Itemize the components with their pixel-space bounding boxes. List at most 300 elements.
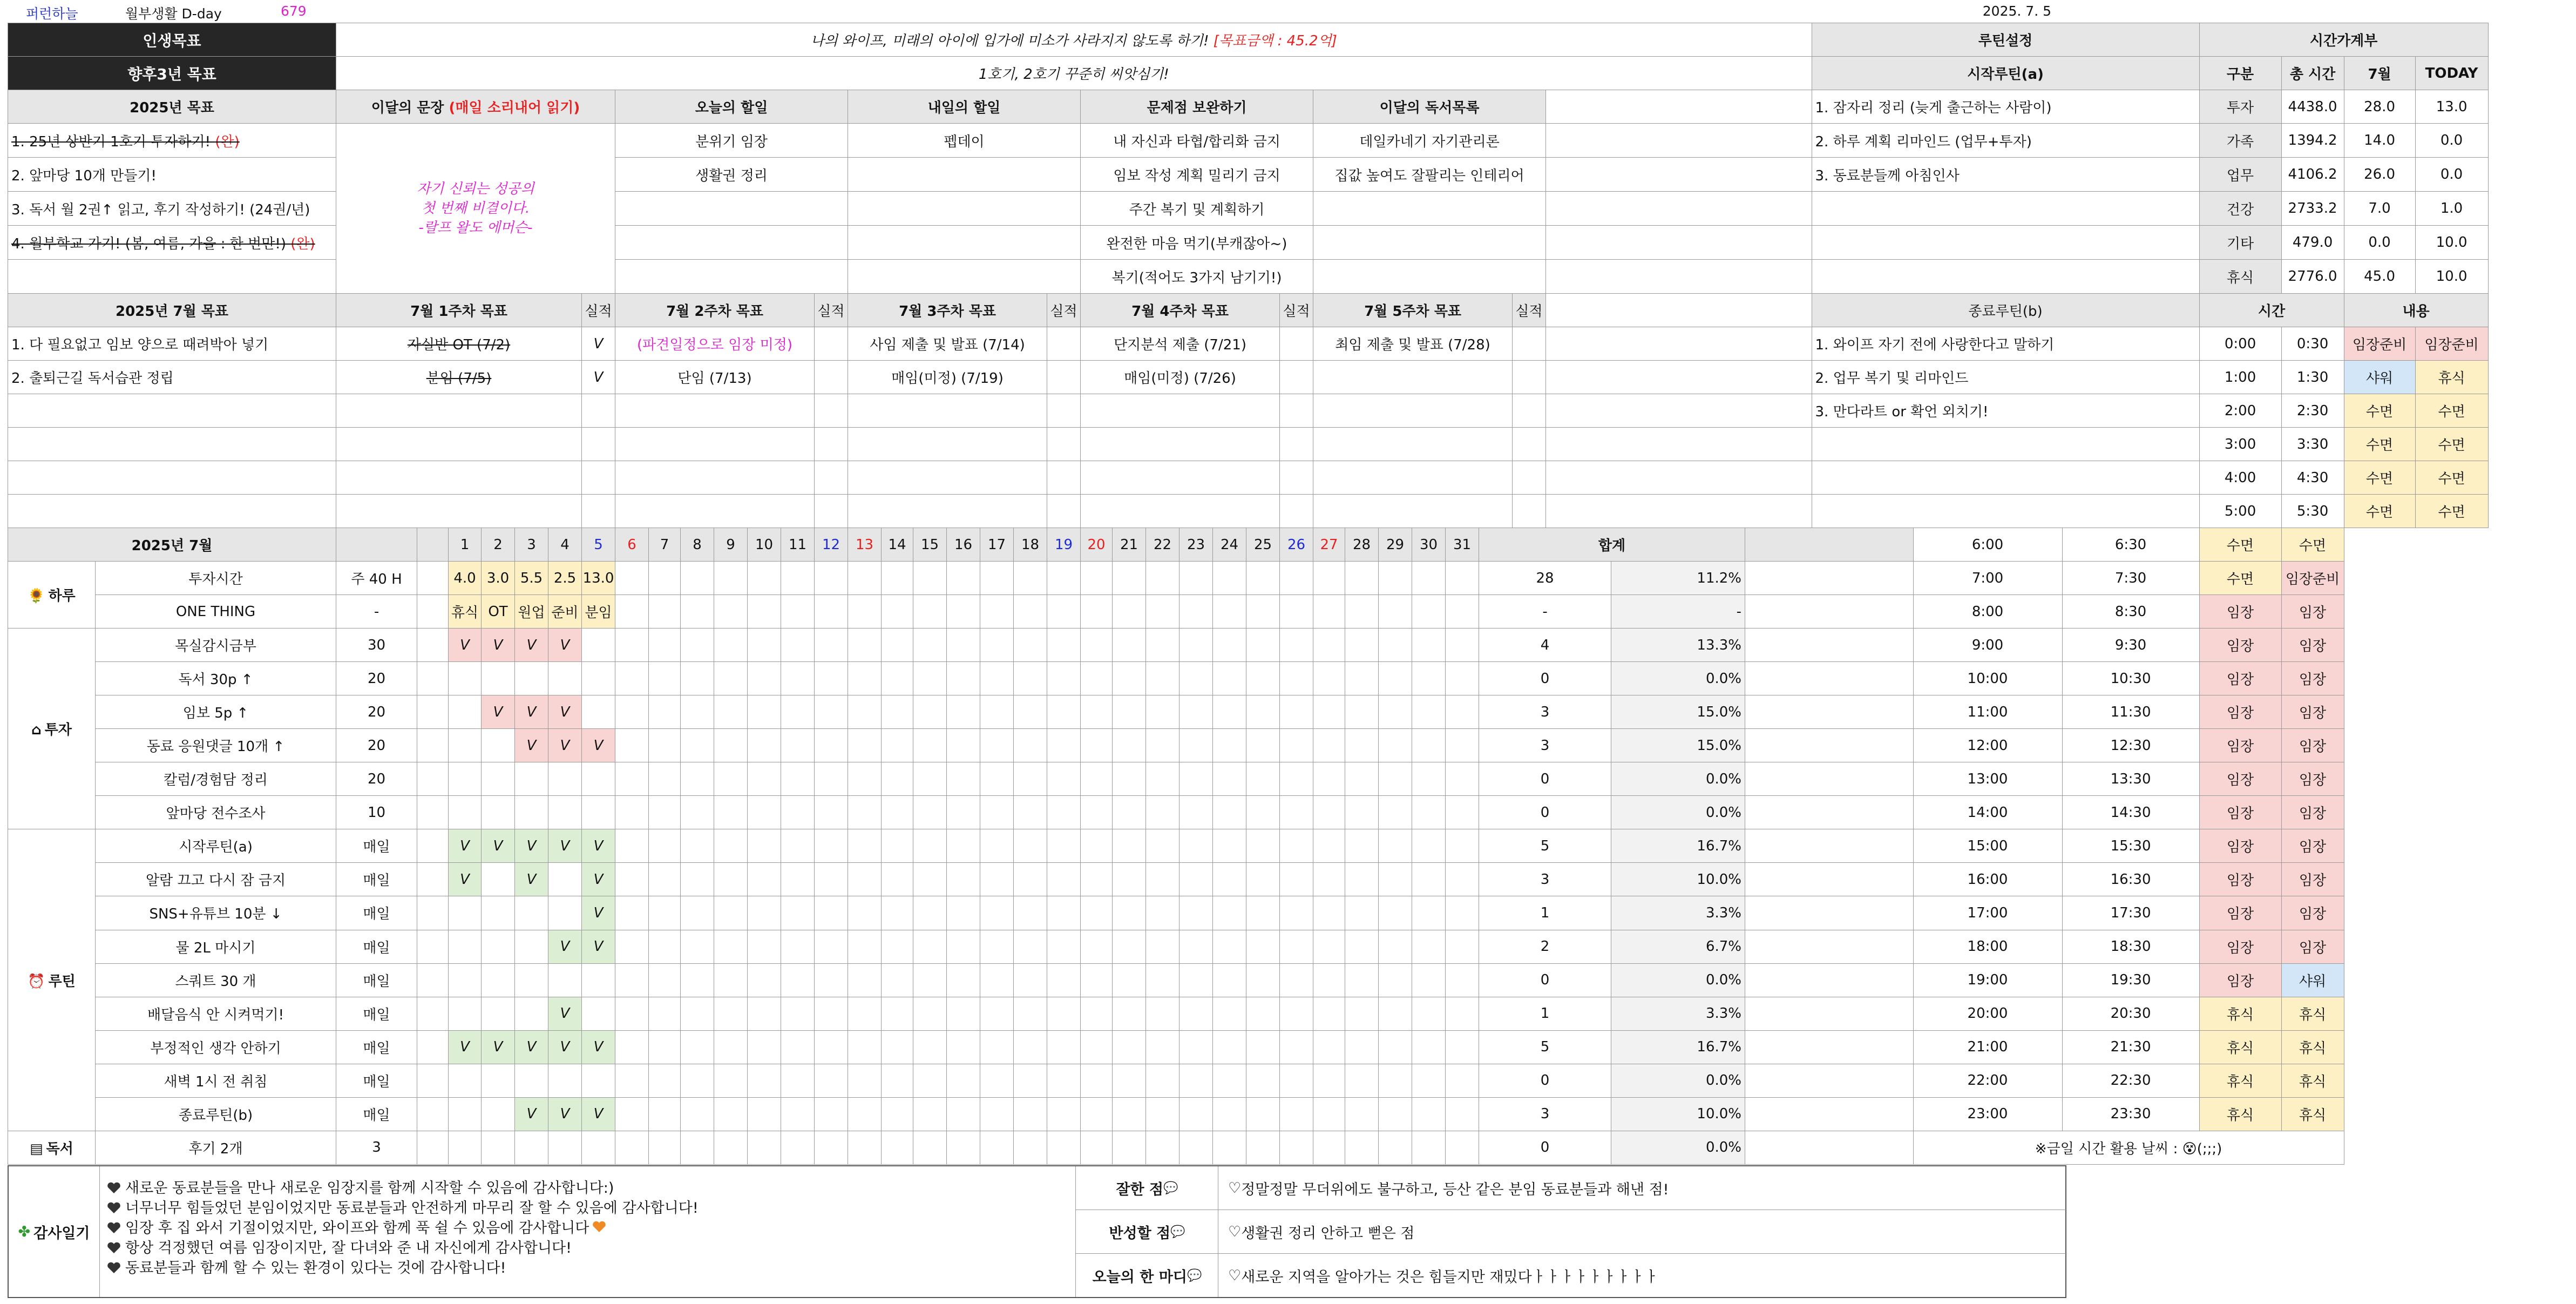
day-cell (1246, 762, 1280, 796)
day-header: 28 (1345, 528, 1379, 562)
day-cell (1280, 796, 1313, 829)
improve-item: 내 자신과 타협/합리화 금지 (1081, 124, 1313, 158)
day-header: 7 (649, 528, 681, 562)
day-cell (1179, 1030, 1213, 1064)
day-cell (1412, 896, 1446, 930)
habit-target: 매일 (336, 1030, 417, 1064)
schedule-end: 13:30 (2062, 762, 2199, 796)
day-cell (882, 796, 913, 829)
day-cell (649, 595, 681, 629)
schedule-plan: 수면 (2344, 495, 2415, 528)
schedule-start: 18:00 (1913, 930, 2062, 963)
day-cell (848, 1064, 882, 1097)
time-col-header: 7월 (2344, 57, 2415, 90)
habit-percent: 16.7% (1611, 1030, 1745, 1064)
goal-2025-item (8, 260, 336, 294)
week-result-header: 실적 (1513, 294, 1546, 327)
review-label-text: 반성할 점 (1109, 1225, 1171, 1242)
day-cell (681, 963, 714, 997)
day-cell (913, 997, 947, 1030)
routine-settings-header: 루틴설정 (1812, 23, 2199, 57)
day-cell (882, 762, 913, 796)
day-cell (1446, 629, 1479, 662)
day-cell (1047, 729, 1081, 762)
day-cell (815, 863, 848, 896)
day-cell (1246, 863, 1280, 896)
schedule-plan: 수면 (2344, 461, 2415, 495)
day-cell (913, 562, 947, 595)
time-july: 7.0 (2344, 192, 2415, 226)
day-cell (649, 662, 681, 695)
habit-name: ONE THING (96, 595, 336, 629)
day-cell (980, 729, 1014, 762)
day-cell (980, 829, 1014, 863)
day-cell (781, 863, 815, 896)
day-cell (714, 896, 748, 930)
habit-percent: 16.7% (1611, 829, 1745, 863)
day-cell (681, 930, 714, 963)
day-cell (1146, 662, 1179, 695)
day-cell (1246, 963, 1280, 997)
day-cell (1246, 1064, 1280, 1097)
day-cell (615, 930, 649, 963)
day-cell (582, 695, 615, 729)
week-goal-item (336, 461, 582, 495)
comment-icon: 💬 (1163, 1181, 1178, 1195)
day-cell (748, 629, 781, 662)
week-goal-item (336, 394, 582, 428)
day-cell (1313, 829, 1345, 863)
day-cell (980, 997, 1014, 1030)
spacer-cell (1546, 260, 1812, 294)
spacer-cell (1546, 294, 1812, 327)
day-cell (1446, 997, 1479, 1030)
user-name: 퍼런하늘 (26, 6, 78, 22)
day-cell (882, 1097, 913, 1131)
day-cell (449, 997, 482, 1030)
spacer-cell (417, 829, 449, 863)
day-cell (748, 963, 781, 997)
schedule-end: 9:30 (2062, 629, 2199, 662)
day-cell (1179, 1064, 1213, 1097)
schedule-today: 수면 (2415, 394, 2488, 428)
day-cell (1446, 1131, 1479, 1164)
book-item: 데일카네기 자기관리론 (1313, 124, 1546, 158)
schedule-start: 0:00 (2199, 327, 2281, 361)
day-cell (947, 796, 980, 829)
day-cell (649, 829, 681, 863)
start-routine-item: 2. 하루 계획 리마인드 (업무+투자) (1812, 124, 2199, 158)
schedule-plan: 수면 (2199, 562, 2281, 595)
gratitude-label: ✤ 감사일기 (9, 1166, 100, 1297)
gratitude-item (107, 1218, 1068, 1238)
day-cell: V (515, 695, 548, 729)
day-cell (482, 729, 515, 762)
day-cell (980, 629, 1014, 662)
habit-name: 알람 끄고 다시 잠 금지 (96, 863, 336, 896)
day-cell (848, 796, 882, 829)
day-cell (615, 1064, 649, 1097)
week-goal-item: 사임 제출 및 발표 (7/14) (848, 327, 1047, 361)
day-cell (1081, 1030, 1113, 1064)
day-cell (1047, 1097, 1081, 1131)
day-cell (714, 863, 748, 896)
day-cell: 준비 (548, 595, 582, 629)
day-header: 23 (1179, 528, 1213, 562)
day-cell (1313, 997, 1345, 1030)
day-cell: V (482, 1030, 515, 1064)
day-cell (582, 796, 615, 829)
schedule-today: 임장준비 (2281, 562, 2344, 595)
time-july: 45.0 (2344, 260, 2415, 294)
time-today: 0.0 (2415, 158, 2488, 192)
day-header: 17 (980, 528, 1014, 562)
day-cell (615, 629, 649, 662)
day-cell (1047, 595, 1081, 629)
spacer-cell (1745, 695, 1914, 729)
day-cell: V (548, 930, 582, 963)
spacer-cell (1546, 90, 1812, 124)
schedule-start: 2:00 (2199, 394, 2281, 428)
day-cell (980, 695, 1014, 729)
day-cell (1345, 1064, 1379, 1097)
day-cell (815, 1131, 848, 1164)
habit-percent: 3.3% (1611, 896, 1745, 930)
week-goal-item (615, 394, 815, 428)
tomorrow-todo-header: 내일의 할일 (848, 90, 1081, 124)
day-cell (1213, 595, 1246, 629)
spacer-cell (1745, 1064, 1914, 1097)
schedule-end: 3:30 (2281, 428, 2344, 461)
day-cell (1379, 1030, 1412, 1064)
day-cell (882, 997, 913, 1030)
day-cell (1081, 997, 1113, 1030)
schedule-today: 수면 (2281, 528, 2344, 562)
schedule-plan: 임장 (2199, 662, 2281, 695)
habit-target: 10 (336, 796, 417, 829)
day-header: 20 (1081, 528, 1113, 562)
day-header: 3 (515, 528, 548, 562)
day-cell (1412, 629, 1446, 662)
spacer-cell (1546, 158, 1812, 192)
day-cell (882, 963, 913, 997)
spacer-cell (1745, 629, 1914, 662)
day-cell (848, 1030, 882, 1064)
day-cell (714, 762, 748, 796)
day-cell (1345, 729, 1379, 762)
day-cell (848, 896, 882, 930)
day-cell (548, 963, 582, 997)
schedule-today: 임장 (2281, 863, 2344, 896)
day-cell (1113, 562, 1146, 595)
planner-grid (8, 23, 2576, 1165)
day-cell (1213, 562, 1246, 595)
day-header: 13 (848, 528, 882, 562)
spacer-cell (1546, 124, 1812, 158)
habit-total: 0 (1479, 662, 1611, 695)
day-cell (1446, 1064, 1479, 1097)
day-cell (882, 695, 913, 729)
month-header: 2025년 7월 (8, 528, 336, 562)
day-cell (1246, 829, 1280, 863)
day-cell (1047, 896, 1081, 930)
week-goal-item: 매임(미정) (7/19) (848, 361, 1047, 394)
time-col-header: 총 시간 (2281, 57, 2344, 90)
day-cell (1014, 896, 1047, 930)
day-cell (449, 896, 482, 930)
spacer-cell (1745, 729, 1914, 762)
schedule-today: 임장준비 (2415, 327, 2488, 361)
habit-name: 부정적인 생각 안하기 (96, 1030, 336, 1064)
habit-total: 5 (1479, 1030, 1611, 1064)
schedule-start: 21:00 (1913, 1030, 2062, 1064)
day-cell (1412, 595, 1446, 629)
spacer-cell (1546, 461, 1812, 495)
day-cell (1179, 595, 1213, 629)
day-cell (1047, 930, 1081, 963)
day-cell (548, 662, 582, 695)
day-cell (649, 796, 681, 829)
day-cell: V (548, 1030, 582, 1064)
day-header: 19 (1047, 528, 1081, 562)
day-cell (681, 997, 714, 1030)
day-cell (1412, 1064, 1446, 1097)
schedule-today: 임장 (2281, 729, 2344, 762)
comment-icon: 💬 (1187, 1268, 1202, 1282)
day-cell (515, 963, 548, 997)
day-cell (913, 863, 947, 896)
schedule-today: 임장 (2281, 762, 2344, 796)
schedule-today: 수면 (2415, 495, 2488, 528)
book-item (1313, 260, 1546, 294)
day-cell (1345, 662, 1379, 695)
day-cell (1213, 963, 1246, 997)
week-goal-item: (파견일정으로 임장 미정) (615, 327, 815, 361)
day-cell (1412, 863, 1446, 896)
clover-icon: ✤ (18, 1223, 31, 1240)
week-goal-item (615, 495, 815, 528)
day-cell (1313, 1131, 1345, 1164)
week-goal-item (1313, 361, 1513, 394)
spacer-cell (417, 930, 449, 963)
category-label (8, 829, 96, 1131)
day-cell (1313, 1064, 1345, 1097)
july-goal-header: 2025년 7월 목표 (8, 294, 336, 327)
day-cell (1146, 695, 1179, 729)
day-cell (913, 762, 947, 796)
day-cell (1014, 796, 1047, 829)
heart-icon (107, 1199, 121, 1211)
week-result-mark (1280, 327, 1313, 361)
day-cell (1113, 1097, 1146, 1131)
spacer-cell (1745, 1030, 1914, 1064)
day-cell (913, 595, 947, 629)
schedule-plan: 임장 (2199, 762, 2281, 796)
day-cell (1146, 863, 1179, 896)
day-cell (482, 1097, 515, 1131)
day-cell (781, 1064, 815, 1097)
day-cell (1345, 562, 1379, 595)
spacer-cell (417, 963, 449, 997)
day-cell (1081, 595, 1113, 629)
spacer-cell (1745, 1097, 1914, 1131)
day-cell (1113, 930, 1146, 963)
week-goal-item (1313, 495, 1513, 528)
day-cell (1313, 562, 1345, 595)
day-cell (1379, 1097, 1412, 1131)
day-cell (1345, 896, 1379, 930)
life-goal-text (336, 23, 1812, 57)
day-cell (1047, 796, 1081, 829)
day-cell (1213, 662, 1246, 695)
day-cell (449, 762, 482, 796)
week-goal-header: 7월 3주차 목표 (848, 294, 1047, 327)
day-cell (781, 1097, 815, 1131)
day-cell (980, 1131, 1014, 1164)
gratitude-item (107, 1238, 1068, 1258)
day-cell (1313, 762, 1345, 796)
day-cell (1446, 796, 1479, 829)
day-cell (1113, 896, 1146, 930)
day-cell (714, 1030, 748, 1064)
day-cell (1313, 1030, 1345, 1064)
tomorrow-todo-item (848, 158, 1081, 192)
day-cell (1280, 930, 1313, 963)
day-cell (1179, 695, 1213, 729)
day-cell (582, 1131, 615, 1164)
review-label (1076, 1210, 1218, 1254)
day-header: 6 (615, 528, 649, 562)
day-cell (1047, 997, 1081, 1030)
day-cell (1446, 562, 1479, 595)
week-goal-item (1313, 394, 1513, 428)
day-cell (649, 629, 681, 662)
day-cell (1313, 629, 1345, 662)
schedule-end: 15:30 (2062, 829, 2199, 863)
day-cell (1081, 629, 1113, 662)
end-routine-header: 종료루틴(b) (1812, 294, 2199, 327)
day-cell (1213, 930, 1246, 963)
habit-percent: 6.7% (1611, 930, 1745, 963)
schedule-start: 5:00 (2199, 495, 2281, 528)
day-cell (882, 896, 913, 930)
week-result-mark (1047, 327, 1081, 361)
schedule-plan: 임장 (2199, 963, 2281, 997)
tomorrow-todo-item (848, 226, 1081, 260)
start-routine-item: 1. 잠자리 정리 (늦게 출근하는 사람이) (1812, 90, 2199, 124)
day-cell (1313, 595, 1345, 629)
week-result-mark (1280, 495, 1313, 528)
day-cell (1081, 1064, 1113, 1097)
day-cell (1446, 662, 1479, 695)
day-cell (1280, 997, 1313, 1030)
day-cell (1014, 1064, 1047, 1097)
spacer-cell (417, 562, 449, 595)
day-cell (1345, 1097, 1379, 1131)
end-routine-item (1812, 428, 2199, 461)
time-col-header: TODAY (2415, 57, 2488, 90)
july-goal-item (8, 394, 336, 428)
day-cell (1179, 1131, 1213, 1164)
day-cell (748, 863, 781, 896)
day-cell (947, 595, 980, 629)
gratitude-text: 새로운 동료분들을 만나 새로운 임장지를 함께 시작할 수 있음에 감사합니다:) (125, 1180, 614, 1197)
day-cell (947, 729, 980, 762)
habit-target: 20 (336, 729, 417, 762)
time-total: 479.0 (2281, 226, 2344, 260)
day-cell (913, 829, 947, 863)
day-cell: V (449, 863, 482, 896)
schedule-end: 4:30 (2281, 461, 2344, 495)
day-cell (615, 762, 649, 796)
day-cell (1081, 896, 1113, 930)
day-cell (1280, 562, 1313, 595)
goal-2025-item: 2. 앞마당 10개 만들기! (8, 158, 336, 192)
day-cell (714, 1131, 748, 1164)
habit-name: 시작루틴(a) (96, 829, 336, 863)
day-cell (748, 1131, 781, 1164)
day-cell (1313, 963, 1345, 997)
time-category: 기타 (2199, 226, 2281, 260)
week-goal-item (336, 495, 582, 528)
week-result-mark (1513, 394, 1546, 428)
schedule-time-header: 시간 (2199, 294, 2344, 327)
day-cell (649, 695, 681, 729)
day-cell (1246, 796, 1280, 829)
day-cell (815, 796, 848, 829)
day-cell (1280, 1030, 1313, 1064)
week-result-mark (1513, 361, 1546, 394)
habit-percent: 0.0% (1611, 963, 1745, 997)
habit-total: 0 (1479, 963, 1611, 997)
day-cell (947, 1097, 980, 1131)
day-cell (1014, 629, 1047, 662)
time-total: 1394.2 (2281, 124, 2344, 158)
day-cell (882, 829, 913, 863)
spacer-cell (417, 796, 449, 829)
review-label-text: 잘한 점 (1116, 1181, 1164, 1198)
day-cell (1179, 896, 1213, 930)
day-cell (1014, 1030, 1047, 1064)
day-cell (1081, 863, 1113, 896)
spacer-cell (1745, 930, 1914, 963)
spacer-cell (1745, 595, 1914, 629)
habit-percent: - (1611, 595, 1745, 629)
gratitude-list (107, 1178, 1068, 1278)
day-cell (1446, 595, 1479, 629)
sentence-header-text: 이달의 문장 (371, 100, 444, 117)
gratitude-item (107, 1258, 1068, 1278)
day-cell (1246, 1030, 1280, 1064)
time-total: 4438.0 (2281, 90, 2344, 124)
day-cell (947, 662, 980, 695)
schedule-end: 5:30 (2281, 495, 2344, 528)
day-cell (815, 997, 848, 1030)
day-cell: V (582, 829, 615, 863)
day-cell (781, 896, 815, 930)
week-result-mark (1513, 495, 1546, 528)
day-header: 4 (548, 528, 582, 562)
day-cell (848, 595, 882, 629)
category-label-text: 하루 (48, 588, 76, 605)
day-cell (1313, 1097, 1345, 1131)
day-cell (714, 1064, 748, 1097)
day-cell (781, 829, 815, 863)
week-result-mark (815, 327, 848, 361)
day-cell (1246, 662, 1280, 695)
day-cell (714, 930, 748, 963)
day-cell (815, 963, 848, 997)
